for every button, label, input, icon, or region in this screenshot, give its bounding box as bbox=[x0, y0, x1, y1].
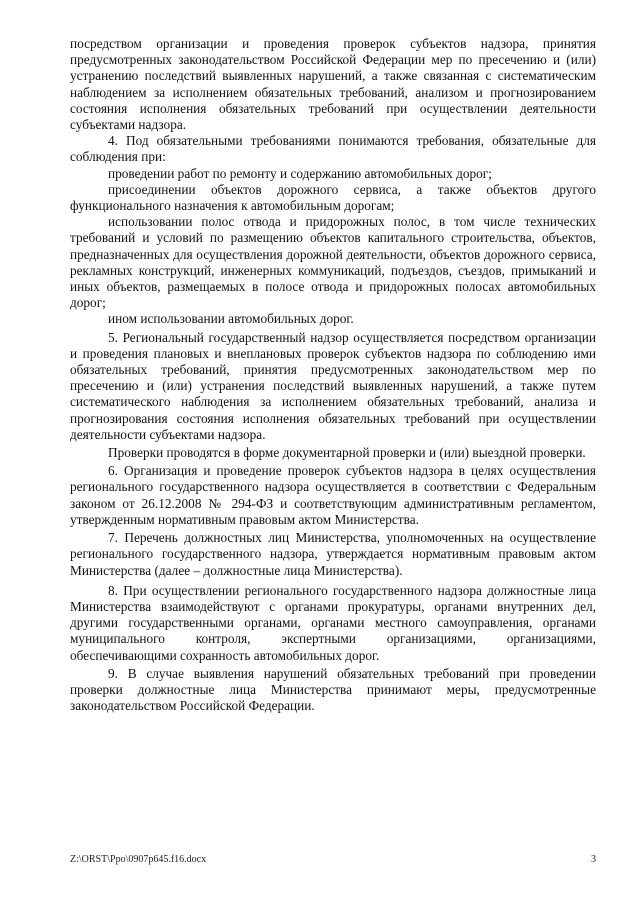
paragraph-item-9: 9. В случае выявления нарушений обязательных требований при проведении проверки должностные лица Министерства принимают меры, предусмотренные законодательством Российской Федерации. bbox=[70, 665, 596, 714]
document-body bbox=[70, 36, 596, 714]
page-number: 3 bbox=[591, 854, 596, 865]
file-path: Z:\ORST\Ppo\0907p645.f16.docx bbox=[70, 854, 207, 865]
paragraph-item-5: 5. Региональный государственный надзор осуществляется посредством организации и проведения плановых и внеплановых проверок субъектов надзора по соблюдению ими обязательных требований, принятия предусмотренных законодательством мер по пресечению и (или) устранения последствий выявленных нарушений, а также путем систематического наблюдения за исполнением обязательных требований, анализа и прогнозирования состояния исполнения обязательных требований при осуществлении деятельности субъектами надзора. bbox=[70, 329, 596, 442]
paragraph-other-use: ином использовании автомобильных дорог. bbox=[108, 311, 354, 327]
paragraph-road-works: проведении работ по ремонту и содержанию автомобильных дорог; bbox=[108, 165, 492, 181]
paragraph-item-8: 8. При осуществлении регионального государственного надзора должностные лица Министерства взаимодействуют с органами прокуратуры, органами внутренних дел, другими государственными органами, органами местного самоуправления, органами муниципального контроля, экспертными организациями, организациями, обеспечивающими сохранность автомобильных дорог. bbox=[70, 582, 596, 663]
paragraph-inspection-forms: Проверки проводятся в форме документарной проверки и (или) выездной проверки. bbox=[108, 445, 586, 461]
paragraph-continuation: посредством организации и проведения проверок субъектов надзора, принятия предусмотренных законодательством Российской Федерации мер по пресечению и (или) устранению последствий выявленных нарушений, а также связанная с систематическим наблюдением за исполнением обязательных требований, анализом и прогнозированием состояния исполнения обязательных требований при осуществлении деятельности субъектами надзора. bbox=[70, 36, 596, 133]
paragraph-item-7: 7. Перечень должностных лиц Министерства, уполномоченных на осуществление регионального государственного надзора, утверждается нормативным правовым актом Министерства (далее – должностные лица Министерства). bbox=[70, 530, 596, 578]
paragraph-right-of-way: использовании полос отвода и придорожных полос, в том числе технических требований и условий по размещению объектов капитального строительства, объектов, предназначенных для осуществления дорожной деятельности, объектов дорожного сервиса, рекламных конструкций, инженерных коммуникаций, подъездов, съездов, примыканий и иных объектов, размещаемых в полосе отвода и придорожных полосах автомобильных дорог; bbox=[70, 214, 596, 311]
paragraph-item-6: 6. Организация и проведение проверок субъектов надзора в целях осуществления регионального государственного надзора осуществляется в соответствии с Федеральным законом от 26.12.2008 № 294-ФЗ и соответствующим административным регламентом, утвержденным нормативным правовым актом Министерства. bbox=[70, 463, 596, 527]
paragraph-service-objects: присоединении объектов дорожного сервиса, а также объектов другого функционального назначения к автомобильным дорогам; bbox=[70, 181, 596, 214]
paragraph-item-4: 4. Под обязательными требованиями понимаются требования, обязательные для соблюдения при: bbox=[70, 133, 596, 165]
